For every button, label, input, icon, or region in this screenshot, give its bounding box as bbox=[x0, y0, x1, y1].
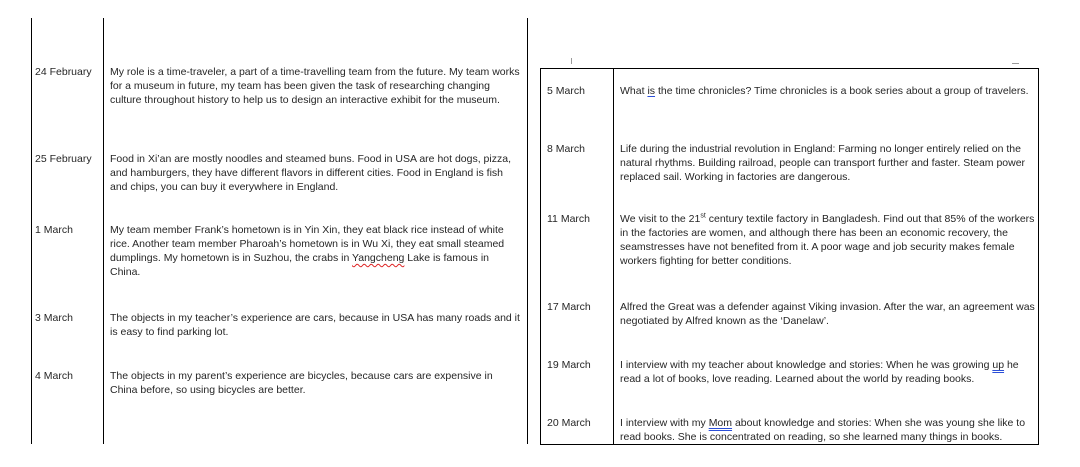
page-corner-mark-right bbox=[1012, 63, 1019, 64]
row-date: 4 March bbox=[35, 370, 73, 382]
row-text bbox=[620, 84, 1038, 98]
grammar-flagged-word: is bbox=[647, 85, 656, 97]
row-text: The objects in my parent’s experience are bicycles, because cars are expensive in China before, so using bicycles are better. bbox=[110, 370, 493, 396]
text-segment: We visit to the 21 bbox=[620, 213, 701, 225]
right-table-border-top bbox=[540, 68, 1039, 69]
row-text: Alfred the Great was a defender against Viking invasion. After the war, an agreement was negotiated by Alfred known as the ‘Danelaw’. bbox=[620, 301, 1035, 327]
grammar-flagged-word: up bbox=[992, 359, 1005, 371]
row-date: 3 March bbox=[35, 312, 73, 324]
text-segment: the time chronicles? Time chronicles is a book series about a group of travelers. bbox=[655, 85, 1029, 97]
text-segment: about knowledge and stories: When she was young she like to read books. She is concentrated on reading, so she learned many things in books. bbox=[620, 417, 1026, 443]
text-segment: My team member Frank’s hometown is in Yin Xin, they eat black rice instead of white rice. Another team member Pharoah’s hometown is in Wu Xi, they eat small steamed dumplings. My hometown is in Suzhou, the crabs in bbox=[110, 224, 505, 264]
left-table-border-left bbox=[31, 18, 32, 444]
row-date: 11 March bbox=[547, 213, 590, 225]
text-segment: Lake is famous in China. bbox=[110, 252, 490, 278]
row-text bbox=[620, 212, 1038, 268]
row-date: 20 March bbox=[547, 417, 591, 429]
row-text: The objects in my teacher’s experience are cars, because in USA has many roads and it is easy to find parking lot. bbox=[110, 312, 520, 338]
row-date: 19 March bbox=[547, 359, 591, 371]
row-date: 24 February bbox=[35, 66, 92, 78]
row-date: 1 March bbox=[35, 224, 73, 236]
right-table-border-left bbox=[540, 68, 541, 445]
row-text bbox=[110, 223, 522, 279]
text-segment: I interview with my teacher about knowledge and stories: When he was growing bbox=[620, 359, 993, 371]
text-segment: he read a lot of books, love reading. Learned about the world by reading books. bbox=[620, 359, 1019, 385]
text-segment: What bbox=[620, 85, 648, 97]
row-date: 8 March bbox=[547, 143, 585, 155]
row-date: 5 March bbox=[547, 85, 585, 97]
row-text bbox=[620, 358, 1038, 386]
left-table-border-right bbox=[527, 18, 528, 444]
row-date: 17 March bbox=[547, 301, 591, 313]
row-text bbox=[620, 416, 1038, 444]
superscript: st bbox=[700, 212, 706, 220]
left-table-divider bbox=[103, 18, 104, 444]
spelling-flagged-word: Yangcheng bbox=[352, 252, 405, 264]
right-table-border-bottom bbox=[540, 444, 1039, 445]
text-segment: I interview with my bbox=[620, 417, 709, 429]
row-text: My role is a time-traveler, a part of a time-travelling team from the future. My team works for a museum in future, my team has been given the task of researching changing culture throughout history to help us to design an interactive exhibit for the museum. bbox=[110, 66, 520, 106]
grammar-flagged-word: Mom bbox=[708, 417, 733, 429]
row-date: 25 February bbox=[35, 153, 92, 165]
page-corner-mark-left bbox=[571, 58, 572, 64]
right-table-divider bbox=[613, 68, 614, 445]
row-text: Life during the industrial revolution in England: Farming no longer entirely relied on the natural rhythms. Building railroad, people can transport further and faster. Steam power replaced sail. Working in factories are dangerous. bbox=[620, 143, 1026, 183]
row-text: Food in Xi’an are mostly noodles and steamed buns. Food in USA are hot dogs, pizza, and hamburgers, they have different flavors in different cities. Food in England is fish and chips, you can buy it everywhere in England. bbox=[110, 153, 511, 193]
right-table-border-right bbox=[1038, 68, 1039, 445]
text-segment: century textile factory in Bangladesh. Find out that 85% of the workers in the factories are women, and although there has been an economic recovery, the seamstresses have not benefited from it. A poor wage and job security makes female workers fighting for better conditions. bbox=[620, 213, 1035, 267]
